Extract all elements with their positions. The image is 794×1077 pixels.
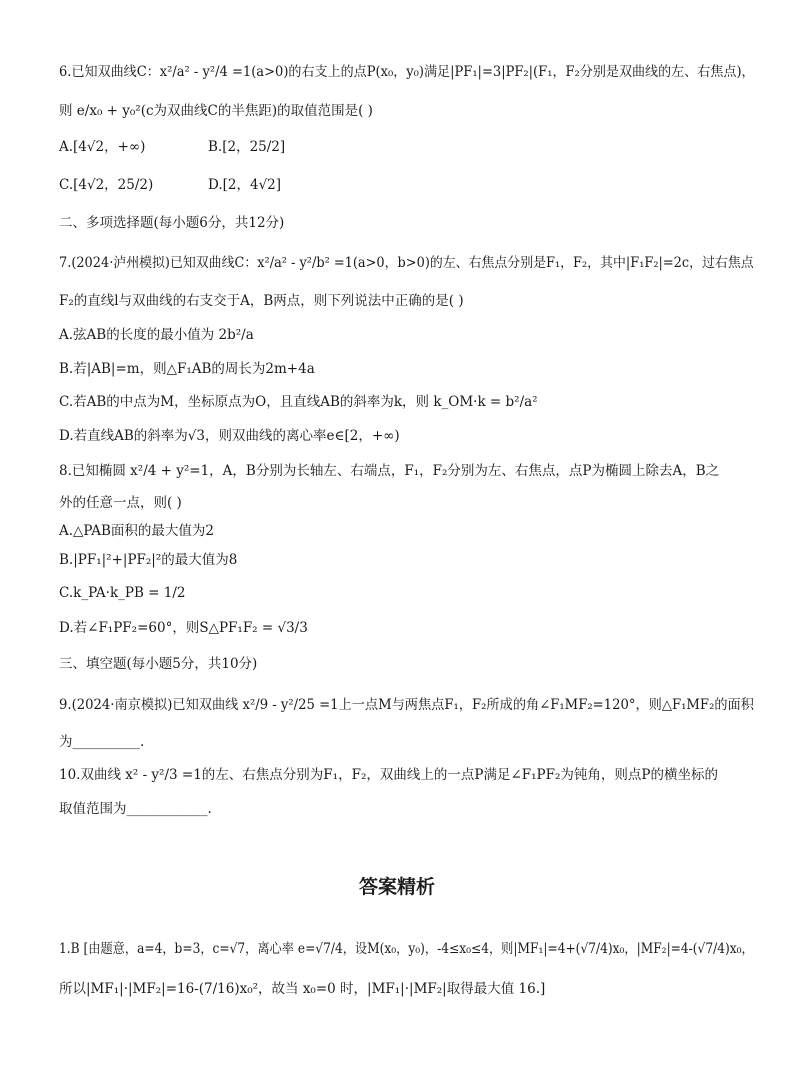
q6-option-d: D.[2，4√2] [208,177,282,193]
answer-section-title: 答案精析 [358,876,435,898]
q7-option-c: C.若AB的中点为M，坐标原点为O，且直线AB的斜率为k，则 k_OM·k = b²/a² [59,394,538,410]
q10-line2: 取值范围为____________. [59,801,212,817]
q8-line2: 外的任意一点，则( ) [59,495,182,511]
q6-line1: 6.已知双曲线C：x²/a² - y²/4 =1(a>0)的右支上的点P(x₀，y₀)满足|PF₁|=3|PF₂|(F₁，F₂分别是双曲线的左、右焦点)， [59,64,755,80]
q9-line1: 9.(2024·南京模拟)已知双曲线 x²/9 - y²/25 =1上一点M与两焦点F₁，F₂所成的角∠F₁MF₂=120°，则△F₁MF₂的面积 [59,697,754,713]
q6-option-c: C.[4√2，25/2) [59,177,154,193]
q7-option-d: D.若直线AB的斜率为√3，则双曲线的离心率e∈[2，+∞) [59,428,400,444]
a1-line1: 1.B [由题意，a=4，b=3，c=√7，离心率 e=√7/4，设M(x₀，y₀)，-4≤x₀≤4，则|MF₁|=4+(√7/4)x₀，|MF₂|=4-(√7/4)x₀， [59,941,754,957]
q7-line1: 7.(2024·泸州模拟)已知双曲线C：x²/a² - y²/b² =1(a>0，b>0)的左、右焦点分别是F₁，F₂，其中|F₁F₂|=2c，过右焦点 [59,255,754,271]
q8-option-a: A.△PAB面积的最大值为2 [59,523,215,539]
q7-line2: F₂的直线l与双曲线的右支交于A，B两点，则下列说法中正确的是( ) [59,293,464,309]
q10-line1: 10.双曲线 x² - y²/3 =1的左、右焦点分别为F₁，F₂，双曲线上的一点P满足∠F₁PF₂为钝角，则点P的横坐标的 [59,767,718,783]
q9-line2: 为__________. [59,734,145,750]
q8-option-b: B.|PF₁|²+|PF₂|²的最大值为8 [59,552,238,568]
q8-option-d: D.若∠F₁PF₂=60°，则S△PF₁F₂ = √3/3 [59,620,308,636]
q7-option-b: B.若|AB|=m，则△F₁AB的周长为2m+4a [59,361,315,377]
q7-option-a: A.弦AB的长度的最小值为 2b²/a [59,327,254,343]
q8-option-c: C.k_PA·k_PB = 1/2 [59,585,186,601]
q6-line2: 则 e/x₀ + y₀²(c为双曲线C的半焦距)的取值范围是( ) [59,103,373,119]
a1-line2: 所以|MF₁|·|MF₂|=16-(7/16)x₀²，故当 x₀=0 时，|MF₁|·|MF₂|取得最大值 16.] [59,981,546,997]
section-heading-fill-in: 三、填空题(每小题5分，共10分) [59,656,258,672]
q8-line1: 8.已知椭圆 x²/4 + y²=1，A，B分别为长轴左、右端点，F₁，F₂分别为左、右焦点，点P为椭圆上除去A，B之 [59,463,720,479]
section-heading-multiple-choice: 二、多项选择题(每小题6分，共12分) [59,215,285,231]
q6-option-a: A.[4√2，+∞) [59,139,146,155]
q6-option-b: B.[2，25/2] [208,139,286,155]
